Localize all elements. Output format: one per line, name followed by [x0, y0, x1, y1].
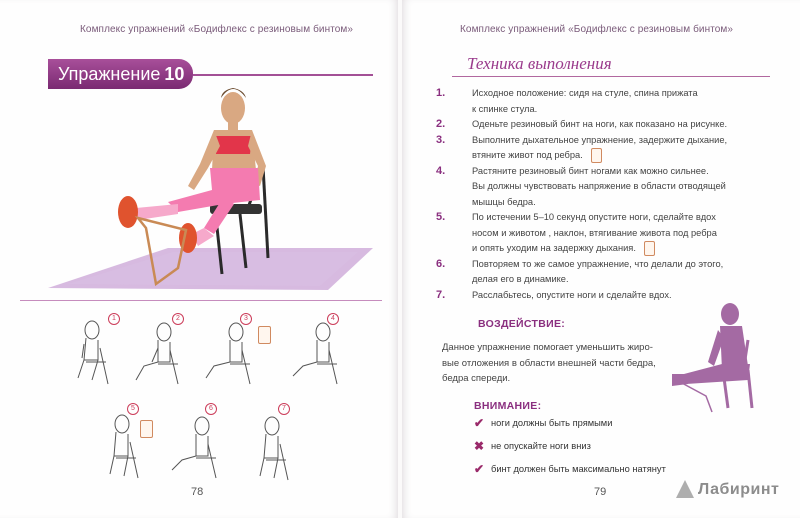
step-number: 5.: [436, 211, 446, 223]
step-line: Растяните резиновый бинт ногами как можно сильнее.: [472, 165, 709, 176]
step-figure-4: [285, 320, 349, 388]
page-number-right: 79: [594, 486, 607, 498]
step-line: к спинке стула.: [472, 103, 538, 114]
breath-hint-icon: [140, 420, 153, 438]
technique-title: Техника выполнения: [467, 54, 612, 73]
step-number-4: 4: [327, 313, 339, 325]
warning-item: [474, 416, 666, 439]
warning-item: [474, 462, 666, 485]
title-rule: [193, 74, 373, 76]
right-page: [402, 0, 800, 518]
exercise-silhouette: [652, 300, 772, 420]
labirint-logo-icon: [674, 478, 696, 500]
warning-text: не опускайте ноги вниз: [491, 441, 591, 451]
breath-hint-icon: [644, 241, 655, 256]
cross-icon: ✖: [474, 439, 485, 453]
watermark: Лабиринт: [698, 481, 780, 498]
step-item: [436, 117, 786, 133]
technique-steps: [436, 86, 786, 303]
step-number: 2.: [436, 118, 446, 130]
step-number: 1.: [436, 87, 446, 99]
step-item: [436, 210, 786, 257]
effect-line: вые отложения в области внешней части бедра,: [442, 357, 656, 369]
step-figure-7: [246, 414, 304, 482]
step-item: [436, 164, 786, 211]
step-line: Исходное положение: сидя на стуле, спина прижата: [472, 88, 698, 98]
breath-hint-icon: [591, 148, 602, 163]
step-figure-3: [200, 320, 260, 388]
step-figure-6: [164, 414, 226, 482]
check-icon: ✔: [474, 416, 485, 430]
step-line: втяните живот под ребра.: [472, 150, 583, 160]
step-line: Повторяем то же самое упражнение, что делали до этого,: [472, 258, 724, 269]
step-line-with-hint: [472, 241, 786, 257]
step-line: и опять уходим на задержку дыхания.: [472, 243, 636, 253]
warning-text: ноги должны быть прямыми: [491, 418, 613, 428]
step-number: 4.: [436, 164, 446, 177]
step-number: 3.: [436, 133, 446, 146]
check-icon: ✔: [474, 462, 485, 476]
step-item: [436, 133, 786, 164]
step-number-5: 5: [127, 403, 139, 415]
step-number-6: 6: [205, 403, 217, 415]
exercise-photo: [28, 78, 383, 298]
effect-heading: ВОЗДЕЙСТВИЕ:: [478, 318, 566, 330]
warning-text: бинт должен быть максимально натянут: [491, 464, 666, 474]
step-number-3: 3: [240, 313, 252, 325]
breath-hint-icon: [258, 326, 271, 344]
effect-line: бедра спереди.: [442, 373, 511, 384]
section-rule: [20, 300, 382, 301]
step-line-with-hint: [472, 148, 786, 164]
exercise-number: 10: [164, 64, 185, 84]
step-number: 6.: [436, 257, 446, 270]
step-line: Вы должны чувствовать напряжение в области отводящей: [472, 181, 726, 191]
step-line: По истечении 5–10 секунд опустите ноги, сделайте вдох: [472, 212, 716, 222]
warning-list: [474, 416, 666, 485]
step-number-7: 7: [278, 403, 290, 415]
exercise-label: Упражнение: [58, 64, 161, 84]
left-page: [0, 0, 398, 518]
technique-rule: [452, 76, 770, 77]
effect-line: Данное упражнение помогает уменьшить жиро-: [442, 342, 653, 353]
step-number-1: 1: [108, 313, 120, 325]
running-head-right: Комплекс упражнений «Бодифлекс с резиновым бинтом»: [460, 24, 734, 35]
step-line: Выполните дыхательное упражнение, задержите дыхание,: [472, 134, 728, 145]
step-figure-2: [130, 320, 190, 388]
step-line: делая его в динамике.: [472, 274, 569, 284]
step-number-2: 2: [172, 313, 184, 325]
running-head-left: Комплекс упражнений «Бодифлекс с резиновым бинтом»: [80, 24, 354, 35]
step-line: мышцы бедра.: [472, 196, 536, 207]
step-line: Оденьте резиновый бинт на ноги, как показано на рисунке.: [472, 119, 728, 129]
warning-item: [474, 439, 666, 462]
step-number: 7.: [436, 288, 446, 301]
warning-heading: ВНИМАНИЕ:: [474, 400, 542, 412]
step-item: [436, 86, 786, 117]
step-line: Расслабьтесь, опустите ноги и сделайте вдох.: [472, 289, 672, 300]
step-line: носом и животом , наклон, втягивание живота под ребра: [472, 227, 717, 238]
page-number-left: 78: [191, 486, 204, 498]
step-figure-1: [62, 318, 122, 388]
step-item: [436, 257, 786, 288]
